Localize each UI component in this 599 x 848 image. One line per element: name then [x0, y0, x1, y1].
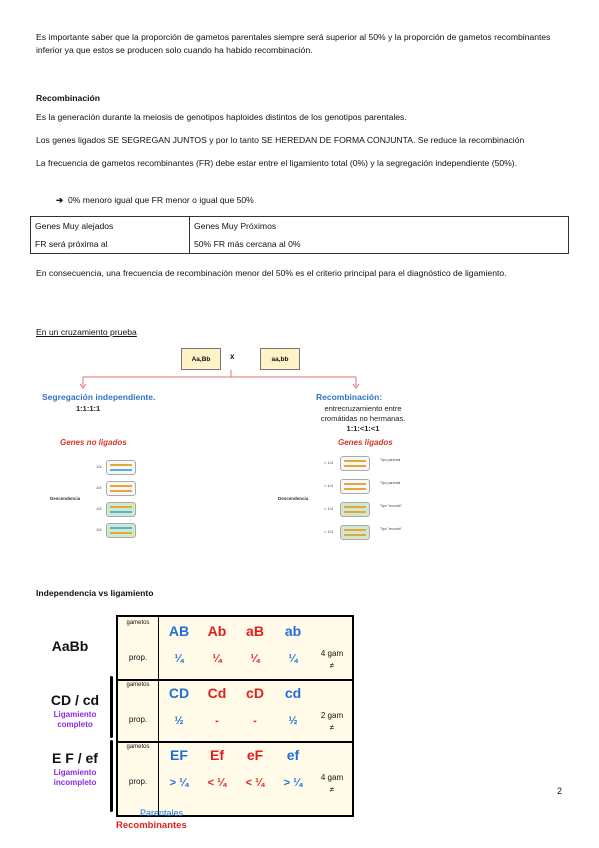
row-brace — [110, 676, 113, 738]
table-row — [31, 235, 569, 254]
bullet-item — [56, 194, 556, 207]
proportion: ¼ — [288, 653, 298, 665]
offspring-card — [106, 523, 136, 538]
proportion: ¼ — [174, 653, 184, 665]
proportion: > ¼ — [283, 777, 303, 789]
fraction-label: 1/4 — [96, 485, 102, 490]
legend-recombinantes: Recombinantes — [116, 820, 187, 831]
gamete: ab — [284, 623, 302, 639]
proportion: ¼ — [212, 653, 222, 665]
grid-divider — [158, 617, 159, 815]
right-genes-label: Genes ligados — [338, 438, 393, 447]
row-label: E F / ef — [52, 750, 98, 766]
tipo-label: Tipo parental — [380, 481, 401, 485]
gamete: Ab — [207, 623, 227, 639]
parent-genotype-left: Aa,Bb — [181, 348, 221, 370]
fraction-label: > 1/4 — [324, 460, 334, 465]
independencia-heading: Independencia vs ligamiento — [36, 588, 154, 598]
recomb-linked-genes: Los genes ligados SE SEGREGAN JUNTOS y por lo tanto SE HEREDAN DE FORMA CONJUNTA. Se reduce la recombinación — [36, 135, 525, 145]
gametos-label: gametos — [126, 744, 150, 750]
left-genes-label: Genes no ligados — [60, 438, 127, 447]
prop-label: prop. — [128, 777, 148, 786]
offspring-card — [340, 479, 370, 494]
gametos-label: gametos — [126, 682, 150, 688]
proportion: - — [253, 715, 257, 727]
fraction-label: 1/4 — [96, 527, 102, 532]
gametes-grid — [116, 615, 354, 817]
gamete: Cd — [207, 685, 227, 701]
neq-symbol: ≠ — [329, 661, 335, 670]
offspring-card — [106, 460, 136, 475]
neq-symbol: ≠ — [329, 785, 335, 794]
gamete: CD — [168, 685, 190, 701]
row-brace — [110, 740, 113, 812]
prop-label: prop. — [128, 653, 148, 662]
prop-label: prop. — [128, 715, 148, 724]
row-sublabel: Ligamiento incompleto — [53, 768, 97, 787]
proportion: ½ — [288, 715, 298, 727]
parent-genotype-right: aa,bb — [260, 348, 300, 370]
cross-symbol: x — [230, 352, 235, 361]
independencia-figure — [36, 608, 356, 840]
cruzamiento-heading: En un cruzamiento prueba — [36, 327, 137, 337]
descendencia-left-label: Descendencia — [50, 496, 81, 501]
fraction-label: < 1/4 — [324, 529, 334, 534]
bullet-text: 0% menoro igual que FR menor o igual que 50% — [67, 195, 254, 205]
right-branch-line1: entrecruzamiento entre — [324, 404, 402, 413]
table-cell: 50% FR más cercana al 0% — [190, 235, 569, 254]
grid-divider — [118, 679, 352, 681]
proportion: ¼ — [250, 653, 260, 665]
gamete: cD — [246, 685, 264, 701]
offspring-card — [340, 456, 370, 471]
gamete: AB — [168, 623, 190, 639]
proportion: > ¼ — [169, 777, 189, 789]
left-branch-title: Segregación independiente. — [42, 392, 156, 402]
offspring-card — [340, 525, 370, 540]
proportion: < ¼ — [207, 777, 227, 789]
gamete: Ef — [210, 747, 224, 763]
neq-symbol: ≠ — [329, 723, 335, 732]
table-cell: FR será próxima al — [31, 235, 190, 254]
fraction-label: 1/4 — [96, 506, 102, 511]
gamete: aB — [246, 623, 264, 639]
gamete: eF — [246, 747, 264, 763]
right-branch-title: Recombinación: — [316, 392, 383, 402]
recomb-frequency: La frecuencia de gametos recombinantes (FR) debe estar entre el ligamiento total (0%) y la segregación independiente (50%). — [36, 158, 518, 168]
fraction-label: < 1/4 — [324, 506, 334, 511]
offspring-card — [106, 502, 136, 517]
gametos-label: gametos — [126, 620, 150, 626]
genes-comparison-table — [30, 216, 569, 254]
row-label: CD / cd — [50, 692, 100, 708]
offspring-card — [340, 502, 370, 517]
descendencia-right-label: Descendencia — [278, 496, 309, 501]
conclusion-paragraph: En consecuencia, una frecuencia de recombinación menor del 50% es el criterio principal para el diagnóstico de ligamiento. — [36, 268, 507, 278]
left-branch-ratio: 1:1:1:1 — [76, 404, 101, 413]
row-label: AaBb — [51, 638, 89, 654]
gamete: ef — [286, 747, 300, 763]
gamete-count: 2 gam — [320, 711, 344, 720]
right-branch-line2: cromátidas no hermanas. — [320, 414, 406, 423]
tipo-label: Tipo "recomb" — [380, 504, 402, 508]
gamete: cd — [284, 685, 302, 701]
table-cell: Genes Muy alejados — [31, 217, 190, 236]
table-row — [31, 217, 569, 236]
page-number: 2 — [557, 786, 563, 796]
fraction-label: > 1/4 — [324, 483, 334, 488]
grid-divider — [118, 741, 352, 743]
intro-paragraph: Es importante saber que la proporción de gametos parentales siempre será superior al 50% y la proporción de gametos recombinantes inferior ya que estos se producen solo cuando ha habido recombinación. — [36, 32, 551, 55]
proportion: < ¼ — [245, 777, 265, 789]
proportion: ½ — [174, 715, 184, 727]
gamete-count: 4 gam — [320, 649, 344, 658]
gamete: EF — [170, 747, 188, 763]
fraction-label: 1/4 — [96, 464, 102, 469]
gamete-count: 4 gam — [320, 773, 344, 782]
recomb-definition: Es la generación durante la meiosis de genotipos haploides distintos de los genotipos parentales. — [36, 112, 407, 122]
cruzamiento-figure — [38, 344, 448, 559]
proportion: - — [215, 715, 219, 727]
legend-parentales: Parentales — [140, 808, 184, 818]
right-branch-ratio: 1:1:<1:<1 — [346, 424, 380, 433]
recombinacion-heading: Recombinación — [36, 93, 100, 103]
branch-lines — [38, 344, 448, 394]
row-sublabel: Ligamiento completo — [53, 710, 97, 729]
offspring-card — [106, 481, 136, 496]
arrow-right-icon: ➔ — [56, 195, 64, 205]
tipo-label: Tipo parental — [380, 458, 401, 462]
table-cell: Genes Muy Próximos — [190, 217, 569, 236]
tipo-label: Tipo "recomb" — [380, 527, 402, 531]
